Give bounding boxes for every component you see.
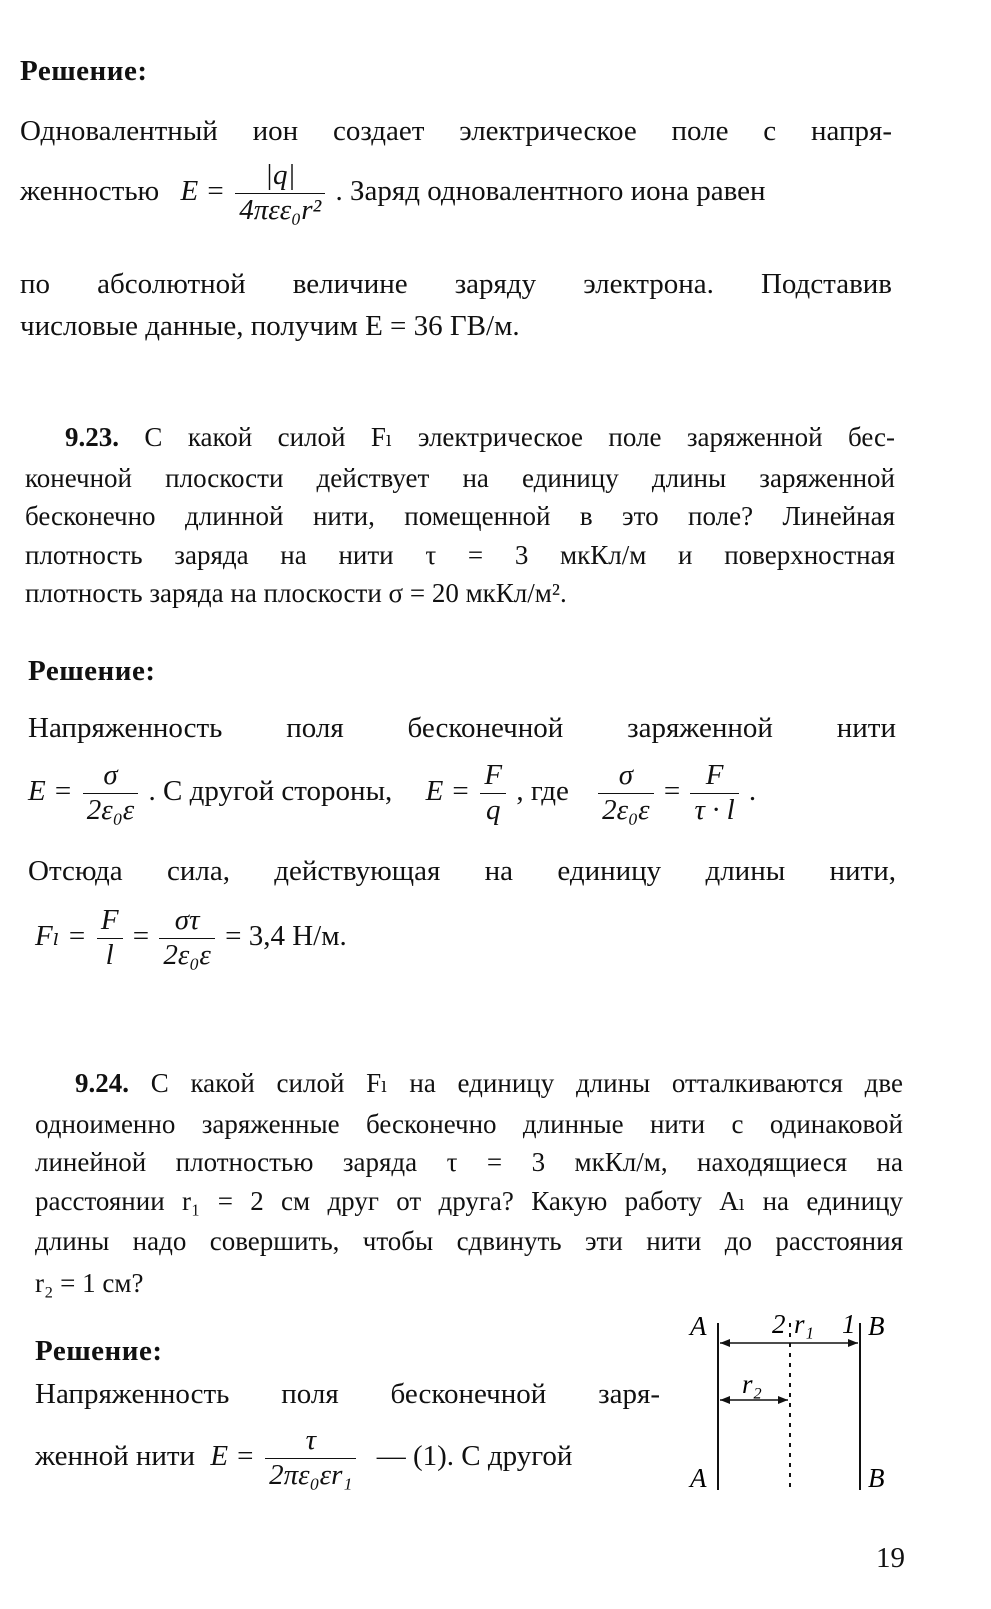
- formula2-lhs: E =: [425, 775, 471, 808]
- solution1-line3: по абсолютной величине заряду электрона. Подставив: [20, 268, 892, 300]
- problem-924-number: 9.24.: [75, 1068, 129, 1098]
- problem-923-line4: плотность заряда на нити τ = 3 мкКл/м и поверхностная: [25, 540, 895, 570]
- problem-923-number: 9.23.: [65, 422, 119, 452]
- formula5-numerator: τ: [265, 1425, 356, 1459]
- solution1-line2-pre: женностью: [20, 175, 160, 208]
- formula5-lhs: E =: [210, 1440, 255, 1473]
- formula2-denominator: q: [485, 793, 501, 826]
- formula4-denominator1: l: [105, 938, 114, 971]
- solution2-line3: Отсюда сила, действующая на единицу длины нити,: [28, 855, 896, 887]
- solution1-line2: [20, 160, 766, 227]
- formula-E-denominator: 4πεε₀r²: [239, 193, 322, 226]
- formula4-equals: =: [132, 920, 150, 953]
- r2-arrowhead-right: [778, 1396, 788, 1404]
- formula1-numerator: σ: [83, 760, 138, 794]
- threads-diagram: [680, 1305, 910, 1500]
- formula2-fraction: [480, 760, 506, 827]
- problem-923-line1: [25, 422, 895, 453]
- problem-923-line5: плотность заряда на плоскости σ = 20 мкКл/м².: [25, 578, 567, 608]
- problem-924-line3: линейной плотностью заряда τ = 3 мкКл/м, находящиеся на: [35, 1147, 903, 1177]
- problem-924-line2: одноименно заряженные бесконечно длинные нити с одинаковой: [35, 1109, 903, 1139]
- formula2-numerator: F: [480, 760, 506, 794]
- r1-arrowhead-left: [720, 1339, 730, 1347]
- formula4-numerator1: F: [97, 905, 123, 939]
- formula3-numerator-right: F: [690, 760, 738, 794]
- label-A-top: A: [690, 1311, 707, 1341]
- solution2-force-formula: [35, 905, 347, 972]
- label-top-number: 2: [772, 1309, 786, 1339]
- r2-arrowhead-left: [720, 1396, 730, 1404]
- label-B-bottom: B: [868, 1463, 885, 1493]
- solution-heading-3: Решение:: [35, 1335, 163, 1367]
- formula3-fraction-left: [598, 760, 653, 827]
- formula3-denominator-right: τ · l: [694, 793, 735, 826]
- formula4-result: = 3,4 Н/м.: [225, 920, 347, 953]
- problem-923-line2: конечной плоскости действует на единицу длины заряженной: [25, 463, 895, 493]
- solution3-line2-pre: женной нити: [35, 1440, 196, 1473]
- solution3-line2-post: — (1). С другой: [376, 1440, 573, 1473]
- label-r2: r₂: [742, 1369, 762, 1399]
- formula3-fraction-right: [690, 760, 738, 827]
- formula5-fraction: [265, 1425, 356, 1492]
- problem-924-line1-text: С какой силой Fₗ на единицу длины отталкиваются две: [150, 1068, 903, 1098]
- formula4-fraction2: [159, 905, 214, 972]
- label-A-bottom: A: [690, 1463, 707, 1493]
- label-B-top: B: [868, 1311, 885, 1341]
- solution2-line1: Напряженность поля бесконечной заряженной нити: [28, 712, 896, 744]
- solution3-line2: [35, 1425, 572, 1492]
- solution1-line4: числовые данные, получим E = 36 ГВ/м.: [20, 310, 520, 342]
- solution1-line2-post: . Заряд одновалентного иона равен: [335, 175, 766, 208]
- formula4-numerator2: στ: [159, 905, 214, 939]
- r1-arrowhead-right: [848, 1339, 858, 1347]
- formula3-denominator: 2ε₀ε: [602, 793, 650, 826]
- problem-923-line1-text: С какой силой Fₗ электрическое поле заряженной бес-: [144, 422, 895, 452]
- problem-924-line1: [35, 1068, 903, 1099]
- page-number: 19: [876, 1542, 905, 1574]
- problem-924-line6: r₂ = 1 см?: [35, 1268, 144, 1298]
- formula-E-fraction: [235, 160, 325, 227]
- formula1-fraction: [83, 760, 138, 827]
- formula4-fraction1: [97, 905, 123, 972]
- problem-924-line4: расстоянии r₁ = 2 см друг от друга? Какую работу Aₗ на единицу: [35, 1186, 903, 1216]
- formula1-denominator: 2ε₀ε: [86, 793, 135, 826]
- solution1-line1: Одновалентный ион создает электрическое поле с напря-: [20, 115, 892, 147]
- solution3-line1: Напряженность поля бесконечной заря-: [35, 1378, 660, 1410]
- formula5-denominator: 2πε₀εr₁: [269, 1458, 353, 1491]
- solution-heading-2: Решение:: [28, 655, 156, 687]
- formula-E-numerator: |q|: [235, 160, 325, 194]
- solution2-formulas-row: [28, 760, 756, 827]
- formula4-denominator2: 2ε₀ε: [163, 938, 211, 971]
- formula3-end: .: [748, 775, 757, 808]
- formula-E-lhs: E =: [180, 175, 226, 208]
- label-one: 1: [842, 1309, 856, 1339]
- formula2-text: , где: [516, 775, 569, 808]
- formula1-text: . С другой стороны,: [148, 775, 393, 808]
- label-r1: r₁: [794, 1309, 814, 1339]
- formula1-lhs: E =: [28, 775, 73, 808]
- formula3-equals: =: [663, 775, 681, 808]
- problem-924-line5: длины надо совершить, чтобы сдвинуть эти нити до расстояния: [35, 1226, 903, 1256]
- solution-heading-1: Решение:: [20, 55, 148, 87]
- formula4-lhs: Fₗ =: [35, 920, 87, 953]
- formula3-numerator: σ: [598, 760, 653, 794]
- problem-923-line3: бесконечно длинной нити, помещенной в это поле? Линейная: [25, 501, 895, 531]
